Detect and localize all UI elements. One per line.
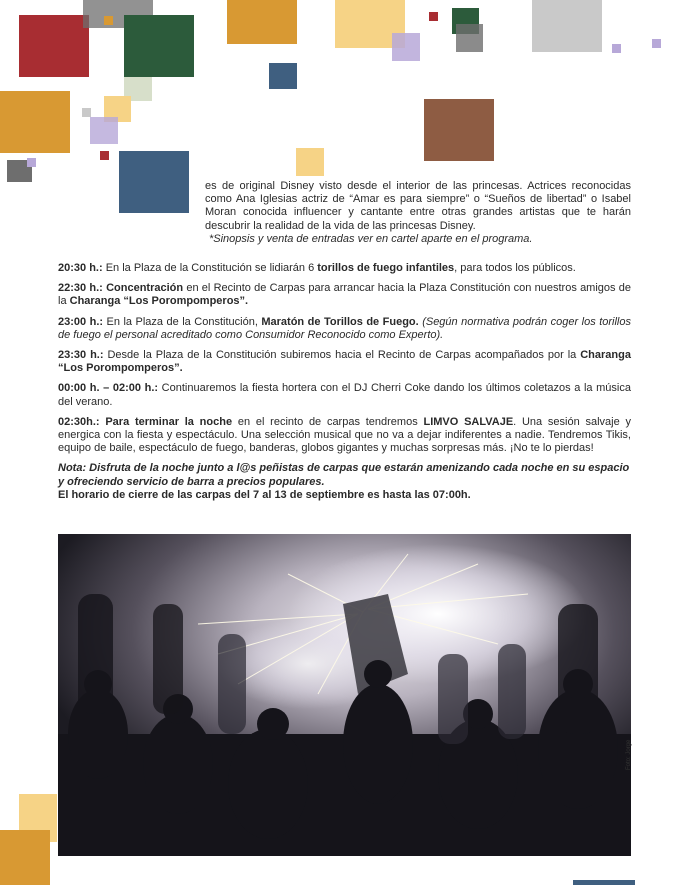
deco-square: [424, 99, 494, 161]
fire-bull-night-scene: [58, 534, 631, 856]
deco-square: [124, 15, 194, 77]
deco-square: [0, 830, 50, 885]
deco-square: [82, 108, 91, 117]
photo-credit: Foto: Jorge: [626, 739, 632, 770]
event-time: 00:00 h. – 02:00 h.:: [58, 382, 159, 395]
event-item: 23:00 h.: En la Plaza de la Constitución, Maratón de Torillos de Fuego. (Según normativa podrán coger los torillos de fuego el personal acreditado como Consumidor Reconocido como Experto).: [58, 315, 631, 341]
deco-square: [296, 148, 324, 176]
deco-square: [227, 0, 297, 44]
event-time: 20:30 h.:: [58, 262, 103, 274]
event-schedule: [58, 262, 631, 502]
deco-square: [27, 158, 36, 167]
footnote-closing-hours: El horario de cierre de las carpas del 7 al 13 de septiembre es hasta las 07:00h.: [58, 488, 471, 501]
event-item: 00:00 h. – 02:00 h.: Continuaremos la fiesta hortera con el DJ Cherri Coke dando los últimos coletazos a la música del verano.: [58, 382, 631, 408]
intro-paragraph: es de original Disney visto desde el interior de las princesas. Actrices reconocidas como Ana Iglesias actriz de “Amar es para siempre” o “Sueños de libertad” o Isabel Moran conocida influencer y cantante entre otras grandes artistas que te harán descubrir la realidad de la vida de las princesas Disney.: [205, 180, 631, 232]
deco-square: [612, 44, 621, 53]
deco-square: [429, 12, 438, 21]
deco-square: [532, 0, 602, 52]
deco-square: [104, 16, 113, 25]
deco-square: [19, 15, 89, 77]
footnote-note: Nota: Disfruta de la noche junto a l@s peñistas de carpas que estarán amenizando cada noche en su espacio y ofreciendo servicio de barra a precios populares.: [58, 462, 630, 488]
deco-square: [456, 24, 483, 52]
footnote: [58, 462, 631, 502]
event-item: 22:30 h.: Concentración en el Recinto de Carpas para arrancar hacia la Plaza Constitución con nuestros amigos de la Charanga “Los Porompomperos”.: [58, 282, 631, 308]
deco-square: [0, 91, 70, 153]
event-time: 23:00 h.:: [58, 315, 104, 328]
deco-square: [100, 151, 109, 160]
event-time: 22:30 h.:: [58, 282, 103, 295]
footer-accent-bar: [573, 880, 635, 885]
event-item: 02:30h.: Para terminar la noche en el recinto de carpas tendremos LIMVO SALVAJE. Una sesión salvaje y energica con la fiesta y espectáculo. Una selección musical que no va a dejar indiferentes a nadie. Tendremos Tikis, equipo de baile, espectáculo de fuego, banderas, globos gigantes y muchas sorpresas más. ¡No te lo pierdas!: [58, 415, 631, 455]
festival-photo: [58, 534, 631, 856]
event-item: 23:30 h.: Desde la Plaza de la Constitución subiremos hacia el Recinto de Carpas acompañados por la Charanga “Los Porompomperos”.: [58, 349, 631, 375]
intro-text-block: [205, 180, 631, 246]
deco-square: [269, 63, 297, 89]
deco-square: [119, 151, 189, 213]
deco-square: [90, 117, 118, 144]
intro-note: *Sinopsis y venta de entradas ver en cartel aparte en el programa.: [209, 232, 533, 245]
deco-square: [392, 33, 420, 61]
event-item: 20:30 h.: En la Plaza de la Constitución se lidiarán 6 torillos de fuego infantiles, para todos los públicos.: [58, 262, 576, 274]
event-time: 23:30 h.:: [58, 349, 104, 362]
event-time: 02:30h.:: [58, 415, 100, 428]
deco-square: [652, 39, 661, 48]
